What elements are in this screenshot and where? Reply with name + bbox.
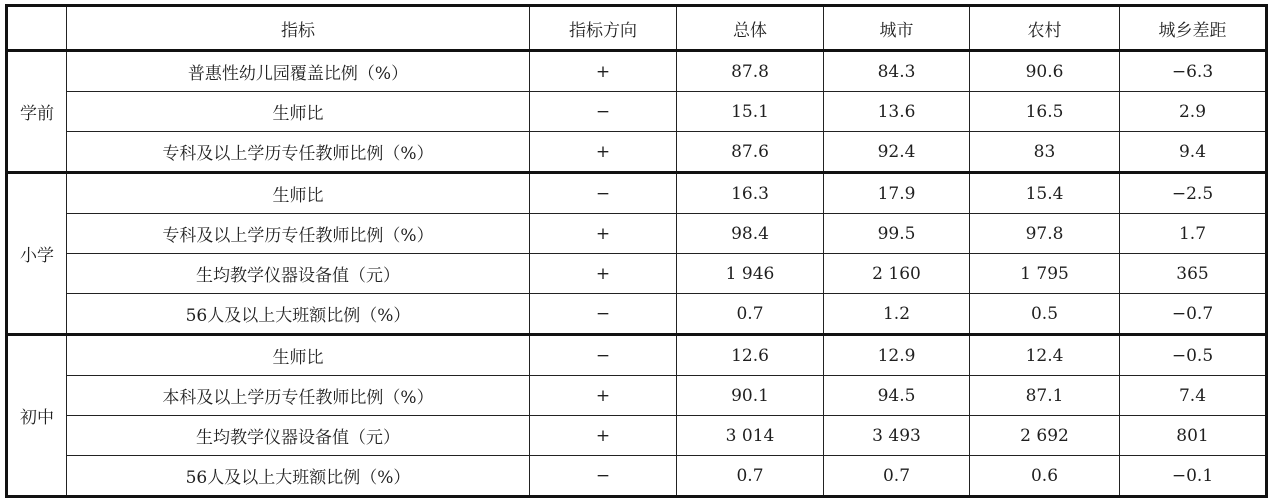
value-urban: 3 493 bbox=[824, 416, 970, 456]
header-urban: 城市 bbox=[824, 6, 970, 51]
direction-cell: + bbox=[530, 132, 677, 173]
direction-cell: + bbox=[530, 214, 677, 254]
value-gap: −6.3 bbox=[1120, 51, 1267, 92]
indicator-cell: 生均教学仪器设备值（元） bbox=[67, 254, 530, 294]
table-row bbox=[7, 376, 1267, 416]
value-gap: −2.5 bbox=[1120, 173, 1267, 214]
value-overall: 87.6 bbox=[677, 132, 824, 173]
education-indicators-table bbox=[5, 4, 1268, 498]
table-row bbox=[7, 132, 1267, 173]
header-direction: 指标方向 bbox=[530, 6, 677, 51]
value-gap: −0.1 bbox=[1120, 456, 1267, 497]
value-urban: 1.2 bbox=[824, 294, 970, 335]
value-gap: 9.4 bbox=[1120, 132, 1267, 173]
table-row bbox=[7, 416, 1267, 456]
value-urban: 99.5 bbox=[824, 214, 970, 254]
indicator-cell: 生师比 bbox=[67, 92, 530, 132]
value-overall: 3 014 bbox=[677, 416, 824, 456]
header-corner-empty bbox=[7, 6, 67, 51]
indicator-cell: 56人及以上大班额比例（%） bbox=[67, 294, 530, 335]
value-rural: 15.4 bbox=[970, 173, 1120, 214]
value-rural: 2 692 bbox=[970, 416, 1120, 456]
value-rural: 90.6 bbox=[970, 51, 1120, 92]
table-row bbox=[7, 254, 1267, 294]
direction-cell: + bbox=[530, 51, 677, 92]
table-header bbox=[7, 6, 1267, 51]
table-row bbox=[7, 335, 1267, 376]
value-rural: 12.4 bbox=[970, 335, 1120, 376]
indicator-cell: 普惠性幼儿园覆盖比例（%） bbox=[67, 51, 530, 92]
indicator-cell: 专科及以上学历专任教师比例（%） bbox=[67, 214, 530, 254]
table-row bbox=[7, 92, 1267, 132]
value-gap: 1.7 bbox=[1120, 214, 1267, 254]
value-urban: 12.9 bbox=[824, 335, 970, 376]
table-row bbox=[7, 456, 1267, 497]
value-urban: 0.7 bbox=[824, 456, 970, 497]
value-urban: 2 160 bbox=[824, 254, 970, 294]
value-overall: 98.4 bbox=[677, 214, 824, 254]
indicator-cell: 生均教学仪器设备值（元） bbox=[67, 416, 530, 456]
header-rural: 农村 bbox=[970, 6, 1120, 51]
value-gap: 365 bbox=[1120, 254, 1267, 294]
row-group-label-primary: 小学 bbox=[7, 173, 67, 335]
value-rural: 87.1 bbox=[970, 376, 1120, 416]
value-gap: 801 bbox=[1120, 416, 1267, 456]
value-overall: 90.1 bbox=[677, 376, 824, 416]
table-row bbox=[7, 294, 1267, 335]
header-overall: 总体 bbox=[677, 6, 824, 51]
indicator-cell: 本科及以上学历专任教师比例（%） bbox=[67, 376, 530, 416]
value-rural: 83 bbox=[970, 132, 1120, 173]
indicator-cell: 56人及以上大班额比例（%） bbox=[67, 456, 530, 497]
value-rural: 97.8 bbox=[970, 214, 1120, 254]
direction-cell: − bbox=[530, 173, 677, 214]
value-urban: 92.4 bbox=[824, 132, 970, 173]
value-rural: 1 795 bbox=[970, 254, 1120, 294]
indicator-cell: 专科及以上学历专任教师比例（%） bbox=[67, 132, 530, 173]
direction-cell: − bbox=[530, 294, 677, 335]
row-group-label-junior-high: 初中 bbox=[7, 335, 67, 497]
value-urban: 13.6 bbox=[824, 92, 970, 132]
value-gap: 2.9 bbox=[1120, 92, 1267, 132]
value-overall: 12.6 bbox=[677, 335, 824, 376]
indicator-cell: 生师比 bbox=[67, 335, 530, 376]
value-rural: 0.6 bbox=[970, 456, 1120, 497]
value-urban: 17.9 bbox=[824, 173, 970, 214]
table-body bbox=[7, 51, 1267, 497]
value-overall: 87.8 bbox=[677, 51, 824, 92]
value-rural: 0.5 bbox=[970, 294, 1120, 335]
direction-cell: + bbox=[530, 376, 677, 416]
direction-cell: + bbox=[530, 416, 677, 456]
value-urban: 94.5 bbox=[824, 376, 970, 416]
direction-cell: − bbox=[530, 335, 677, 376]
value-overall: 1 946 bbox=[677, 254, 824, 294]
value-urban: 84.3 bbox=[824, 51, 970, 92]
table-row bbox=[7, 214, 1267, 254]
table-row bbox=[7, 173, 1267, 214]
value-rural: 16.5 bbox=[970, 92, 1120, 132]
table-row bbox=[7, 51, 1267, 92]
header-gap: 城乡差距 bbox=[1120, 6, 1267, 51]
value-overall: 16.3 bbox=[677, 173, 824, 214]
value-gap: −0.7 bbox=[1120, 294, 1267, 335]
direction-cell: − bbox=[530, 92, 677, 132]
value-overall: 0.7 bbox=[677, 294, 824, 335]
value-overall: 15.1 bbox=[677, 92, 824, 132]
value-overall: 0.7 bbox=[677, 456, 824, 497]
header-row bbox=[7, 6, 1267, 51]
direction-cell: + bbox=[530, 254, 677, 294]
row-group-label-preschool: 学前 bbox=[7, 51, 67, 173]
header-indicator: 指标 bbox=[67, 6, 530, 51]
value-gap: −0.5 bbox=[1120, 335, 1267, 376]
indicator-cell: 生师比 bbox=[67, 173, 530, 214]
direction-cell: − bbox=[530, 456, 677, 497]
value-gap: 7.4 bbox=[1120, 376, 1267, 416]
